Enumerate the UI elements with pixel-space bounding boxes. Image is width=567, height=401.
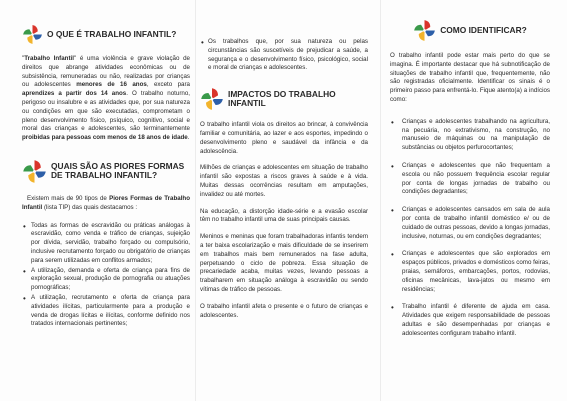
list-item: • A utilização, demanda e oferta de criança para fins de exploração sexual, produção de pornografia ou atuações pornográficas; <box>22 267 190 293</box>
column-2 <box>200 0 368 401</box>
section-heading <box>200 87 368 111</box>
heading-impactos: IMPACTOS DO TRABALHO INFANTIL <box>228 88 336 109</box>
paragraph-definition: "Trabalho Infantil" é uma violência e grave violação de direitos que abrange atividades econômicas ou de subsistência, remuneradas ou não, realizadas por crianças ou adolescentes menores de 16 anos, exceto para aprendizes a partir dos 14 anos. O trabalho noturno, perigoso ou insalubre e as atividades que, por sua natureza ou condições em que são executadas, comprometam o pleno desenvolvimento físico, psíquico, cognitivo, social e moral das crianças e adolescentes, são terminantemente proibidas para pessoas com menos de 18 anos de idade. <box>22 55 190 142</box>
section-heading <box>22 159 190 184</box>
list-continuation <box>200 38 368 73</box>
list-indicios <box>390 118 550 339</box>
pinwheel-icon <box>413 19 436 42</box>
list-item: • Crianças e adolescentes cansados em sala de aula por conta de trabalho infantil doméstico e/ ou de cuidado de outras pessoas, devido a longas jornadas, inclusive, noturnas, ou em condições degradantes; <box>390 206 550 241</box>
paragraph-como-identificar: O trabalho infantil pode estar mais perto do que se imagina. É importante destacar que há subnotificação de situações de trabalho infantil que, frequentemente, não são registradas oficialmente. Identificar os sinais é o primeiro passo para enfrentá-lo. Fique atento(a) a indícios como: <box>390 52 550 103</box>
list-item: • Trabalho infantil é diferente de ajuda em casa. Atividades que exigem responsabilidade de pessoas adultas e são desempenhadas por crianças e adolescentes configuram trabalho infantil. <box>390 303 550 338</box>
paragraph-impactos-1: O trabalho infantil viola os direitos ao brincar, à convivência familiar e comunitária, ao lazer e aos esportes, impedindo o desenvolvimento pleno e saudável da infância e da adolescência. <box>200 121 368 155</box>
list-piores-formas <box>22 222 190 330</box>
heading-piores-formas: QUAIS SÃO AS PIORES FORMAS DE TRABALHO INFANTIL? <box>51 160 185 181</box>
paragraph-impactos-3: Na educação, a distorção idade-série e a evasão escolar têm no trabalho infantil uma de suas principais causas. <box>200 207 368 224</box>
paragraph-impactos-5: O trabalho infantil afeta o presente e o futuro de crianças e adolescentes. <box>200 302 368 319</box>
paragraph-impactos-2: Milhões de crianças e adolescentes em situação de trabalho infantil são expostas a riscos graves à saúde e à vida. Muitas dessas ocorrências resultam em amputações, invalidez ou até mortes. <box>200 164 368 198</box>
list-item: • Crianças e adolescentes que não frequentam a escola ou não possuem frequência escolar regular por conta de longas jornadas de trabalho ou condições degradantes; <box>390 162 550 197</box>
section-heading <box>390 19 550 42</box>
list-item: • A utilização, recrutamento e oferta de criança para atividades ilícitas, particularmente para a produção e venda de drogas lícitas e ilícitas, conforme definido nos tratados internacionais pertinentes; <box>22 294 190 329</box>
heading-o-que-e: O QUE É TRABALHO INFANTIL? <box>47 28 177 39</box>
column-3 <box>390 0 550 401</box>
paragraph-impactos-4: Meninos e meninas que foram trabalhadoras infantis tendem a ter baixa escolarização e mais dificuldade de se inserirem em trabalhos mais bem remunerados na fase adulta, perpetuando o ciclo de pobreza. Essa situação de precariedade acaba, muitas vezes, levando pessoas a trabalharem em situação análoga à escravidão ou sendo vítimas de tráfico de pessoas. <box>200 233 368 293</box>
fold-line <box>380 0 381 401</box>
pinwheel-icon <box>200 87 224 111</box>
list-item: • Todas as formas de escravidão ou práticas análogas à escravidão, como venda e tráfico de crianças, sujeição por dívida, servidão, trabalho forçado ou compulsório, inclusive recrutamento forçado ou obrigatório de crianças para serem utilizadas em conflitos armados; <box>22 222 190 266</box>
section-heading <box>22 24 190 45</box>
fold-line <box>195 0 196 401</box>
paragraph-lista-tip: Existem mais de 90 tipos de Piores Formas de Trabalho Infantil (lista TIP) das quais destacamos : <box>22 194 190 211</box>
pinwheel-icon <box>22 159 47 184</box>
heading-como-identificar: COMO IDENTIFICAR? <box>440 24 527 35</box>
list-item: • Os trabalhos que, por sua natureza ou pelas circunstâncias são suscetíveis de prejudicar a saúde, a segurança e o desenvolvimento físico, psicológico, social e moral de crianças e adolescentes. <box>200 38 368 73</box>
column-1 <box>22 0 190 401</box>
list-item: • Crianças e adolescentes trabalhando na agricultura, na pecuária, no extrativismo, na construção, no manuseio de máquinas ou na manipulação de substâncias ou objetos perfurocortantes; <box>390 118 550 153</box>
list-item: • Crianças e adolescentes que são explorados em espaços públicos, privados e domésticos como feiras, praias, semáforos, embarcações, portos, rodovias, oficinas mecânicas, lava-jatos ou mesmo em residências; <box>390 250 550 294</box>
pinwheel-icon <box>22 24 43 45</box>
